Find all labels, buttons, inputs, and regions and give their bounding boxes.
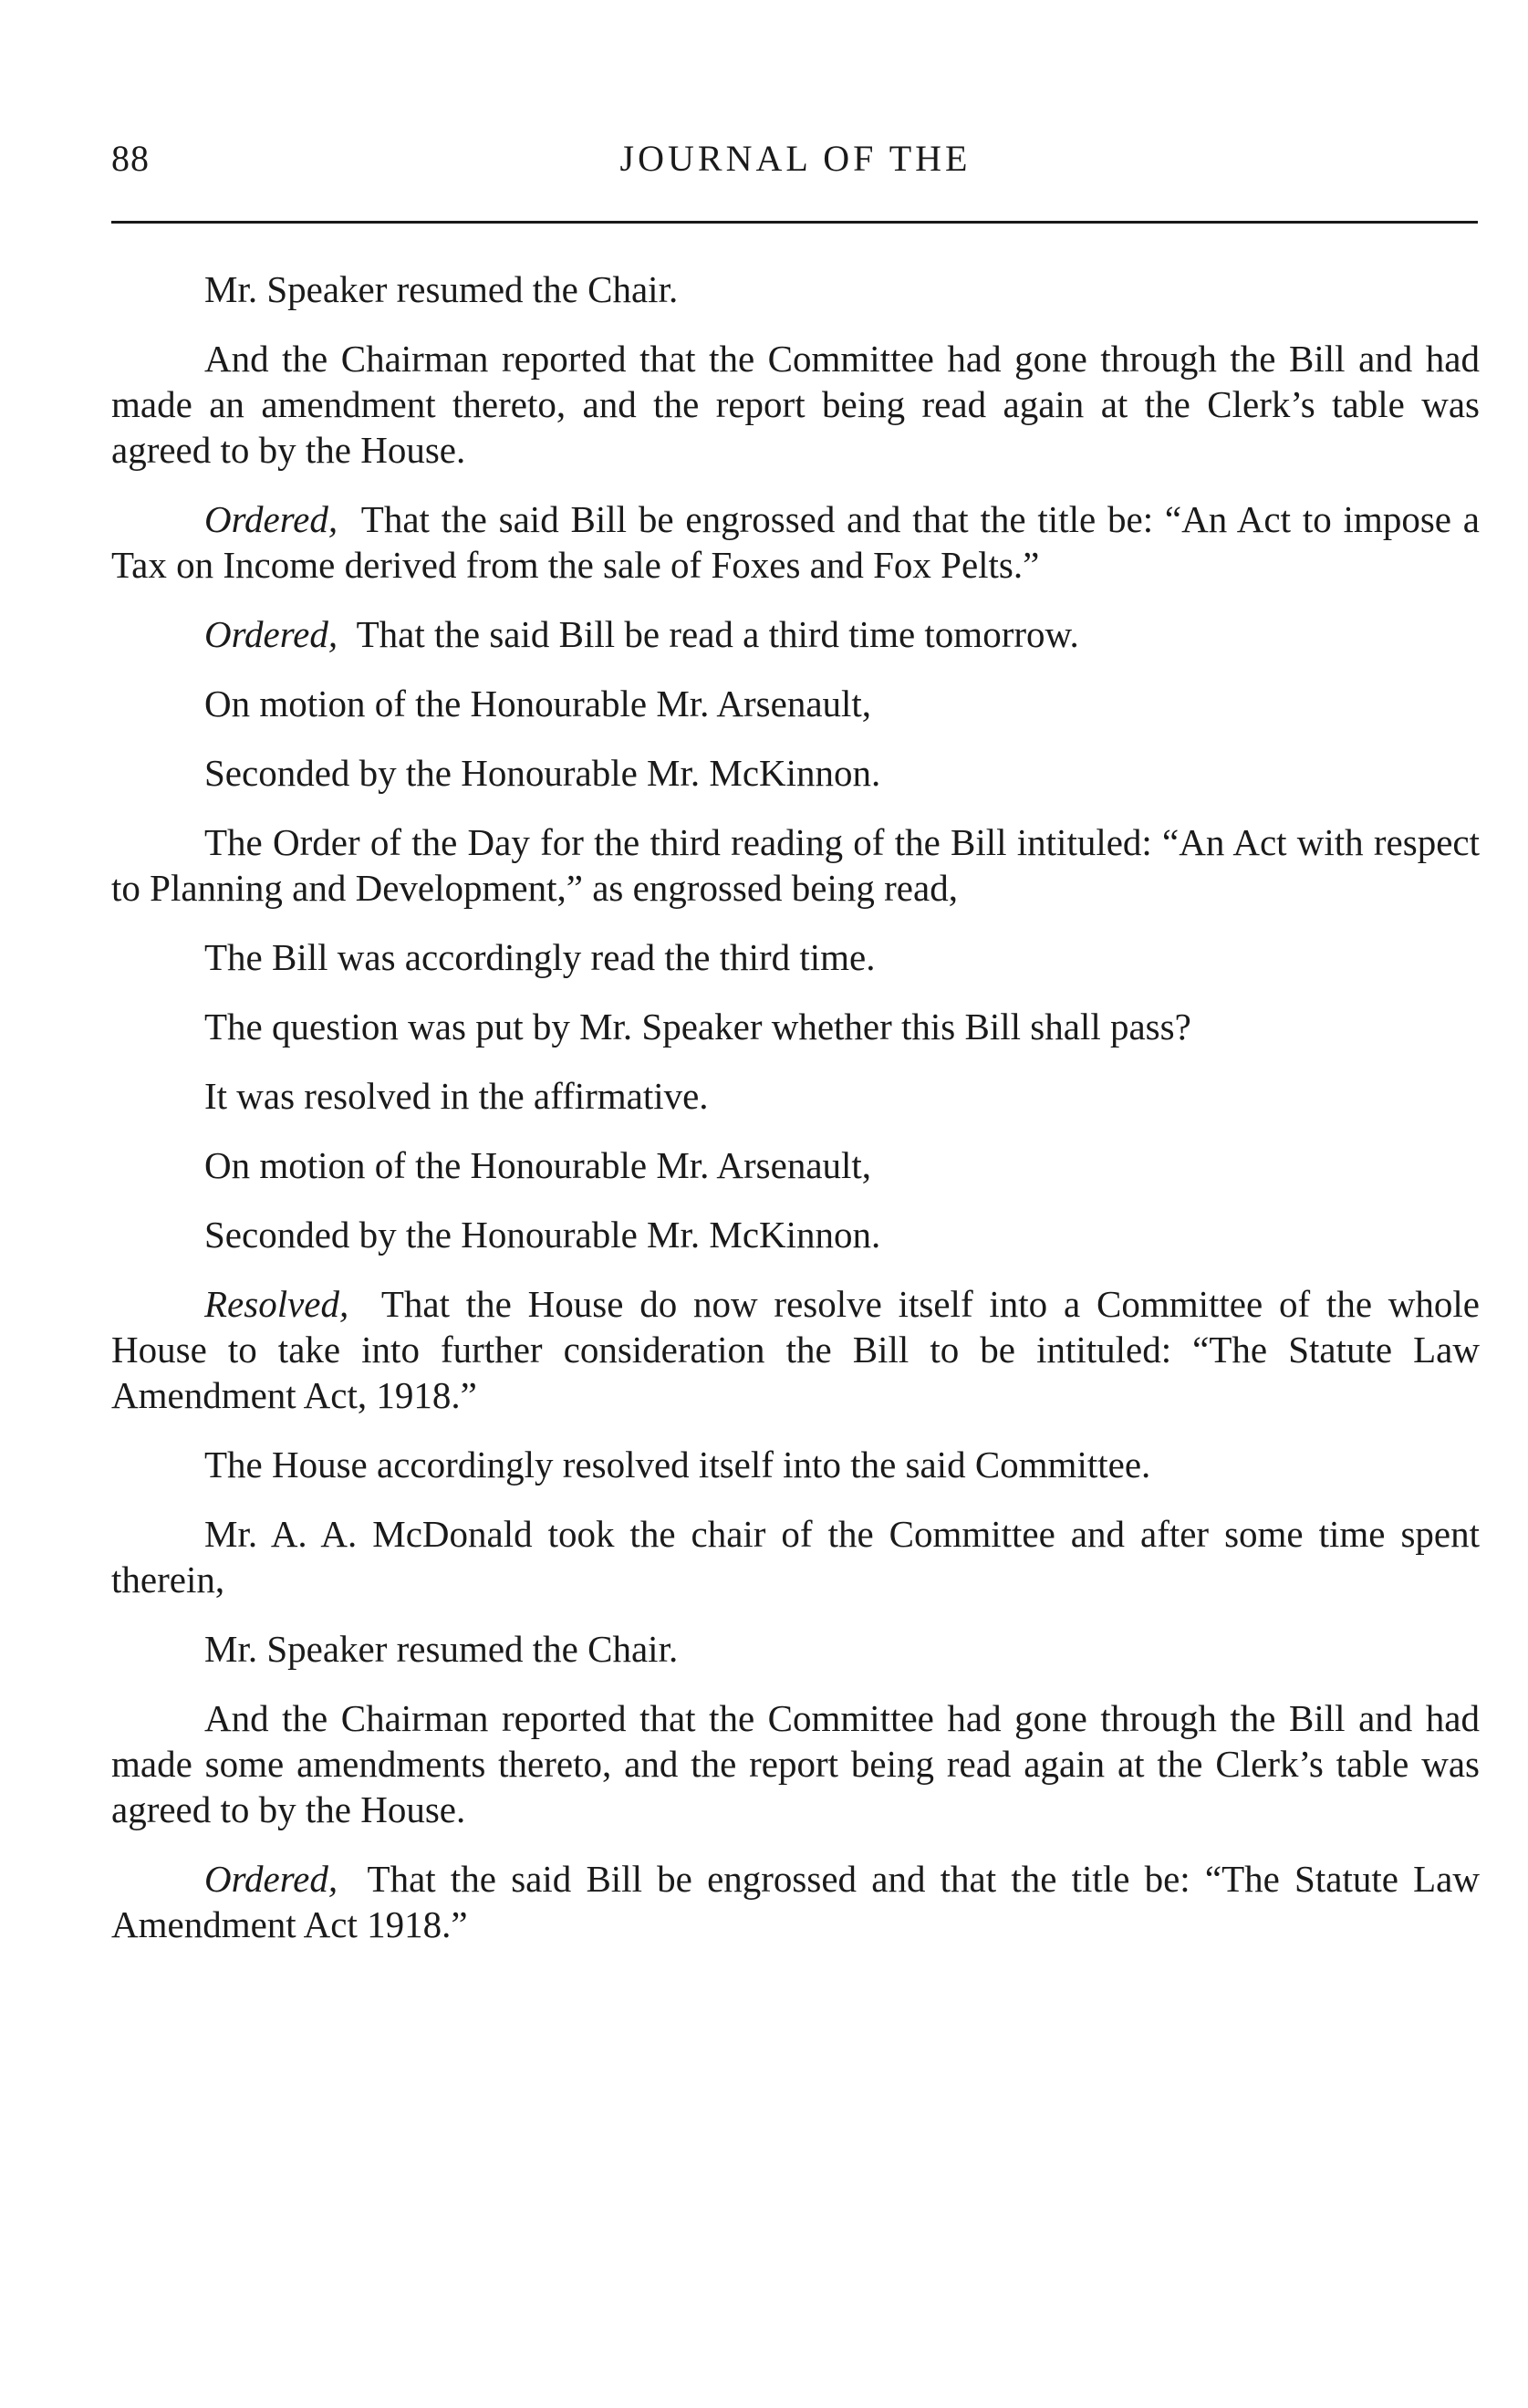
paragraph-text: It was resolved in the affirmative. bbox=[204, 1075, 709, 1117]
paragraph-text: On motion of the Honourable Mr. Arsenault, bbox=[204, 1144, 872, 1186]
paragraph-text: Mr. Speaker resumed the Chair. bbox=[204, 268, 679, 310]
paragraph-text: The Bill was accordingly read the third time. bbox=[204, 936, 876, 978]
paragraph bbox=[111, 1511, 1480, 1602]
paragraph-text: That the said Bill be engrossed and that the title be: “The Statute Law Amendment Act 1918.” bbox=[111, 1858, 1480, 1945]
paragraph bbox=[111, 1626, 1480, 1672]
paragraph-text: That the House do now resolve itself into a Committee of the whole House to take into further consideration the Bill to be intituled: “The Statute Law Amendment Act, 1918.” bbox=[111, 1283, 1481, 1416]
paragraph-text: On motion of the Honourable Mr. Arsenault, bbox=[204, 683, 872, 724]
paragraph-text: And the Chairman reported that the Committee had gone through the Bill and had made some amendments thereto, and the report being read again at the Clerk’s table was agreed to by the House. bbox=[111, 1697, 1480, 1830]
paragraph bbox=[111, 336, 1480, 473]
journal-body bbox=[111, 266, 1480, 1971]
paragraph-lead: Ordered, bbox=[204, 613, 338, 655]
paragraph bbox=[111, 1856, 1480, 1947]
paragraph-text: That the said Bill be engrossed and that the title be: “An Act to impose a Tax on Income derived from the sale of Foxes and Fox Pelts.” bbox=[111, 498, 1480, 586]
paragraph bbox=[111, 496, 1480, 588]
paragraph bbox=[111, 681, 1480, 726]
paragraph-text: Mr. A. A. McDonald took the chair of the Committee and after some time spent therein, bbox=[111, 1513, 1480, 1600]
running-title: JOURNAL OF THE bbox=[619, 138, 972, 179]
page-header bbox=[111, 137, 1480, 192]
paragraph bbox=[111, 1695, 1480, 1832]
header-rule bbox=[111, 221, 1478, 224]
paragraph-lead: Ordered, bbox=[204, 498, 338, 540]
paragraph bbox=[111, 1281, 1480, 1418]
paragraph-text: The question was put by Mr. Speaker whether this Bill shall pass? bbox=[204, 1006, 1191, 1048]
paragraph bbox=[111, 819, 1480, 911]
paragraph-text: The House accordingly resolved itself into the said Committee. bbox=[204, 1444, 1151, 1485]
paragraph bbox=[111, 1212, 1480, 1257]
paragraph bbox=[111, 611, 1480, 657]
paragraph bbox=[111, 266, 1480, 312]
paragraph bbox=[111, 1142, 1480, 1188]
paragraph-lead: Ordered, bbox=[204, 1858, 338, 1900]
paragraph-text: That the said Bill be read a third time tomorrow. bbox=[356, 613, 1079, 655]
paragraph bbox=[111, 934, 1480, 980]
paragraph bbox=[111, 750, 1480, 796]
paragraph-lead: Resolved, bbox=[204, 1283, 349, 1325]
paragraph-text: The Order of the Day for the third reading of the Bill intituled: “An Act with respect to Planning and Development,” as engrossed being read, bbox=[111, 821, 1480, 909]
paragraph-text: Mr. Speaker resumed the Chair. bbox=[204, 1628, 679, 1670]
paragraph bbox=[111, 1073, 1480, 1119]
paragraph-text: And the Chairman reported that the Committee had gone through the Bill and had made an amendment thereto, and the report being read again at the Clerk’s table was agreed to by the House. bbox=[111, 338, 1480, 471]
paragraph bbox=[111, 1442, 1480, 1487]
page-number: 88 bbox=[111, 138, 150, 179]
paragraph bbox=[111, 1004, 1480, 1049]
paragraph-text: Seconded by the Honourable Mr. McKinnon. bbox=[204, 752, 881, 794]
paragraph-text: Seconded by the Honourable Mr. McKinnon. bbox=[204, 1214, 881, 1256]
